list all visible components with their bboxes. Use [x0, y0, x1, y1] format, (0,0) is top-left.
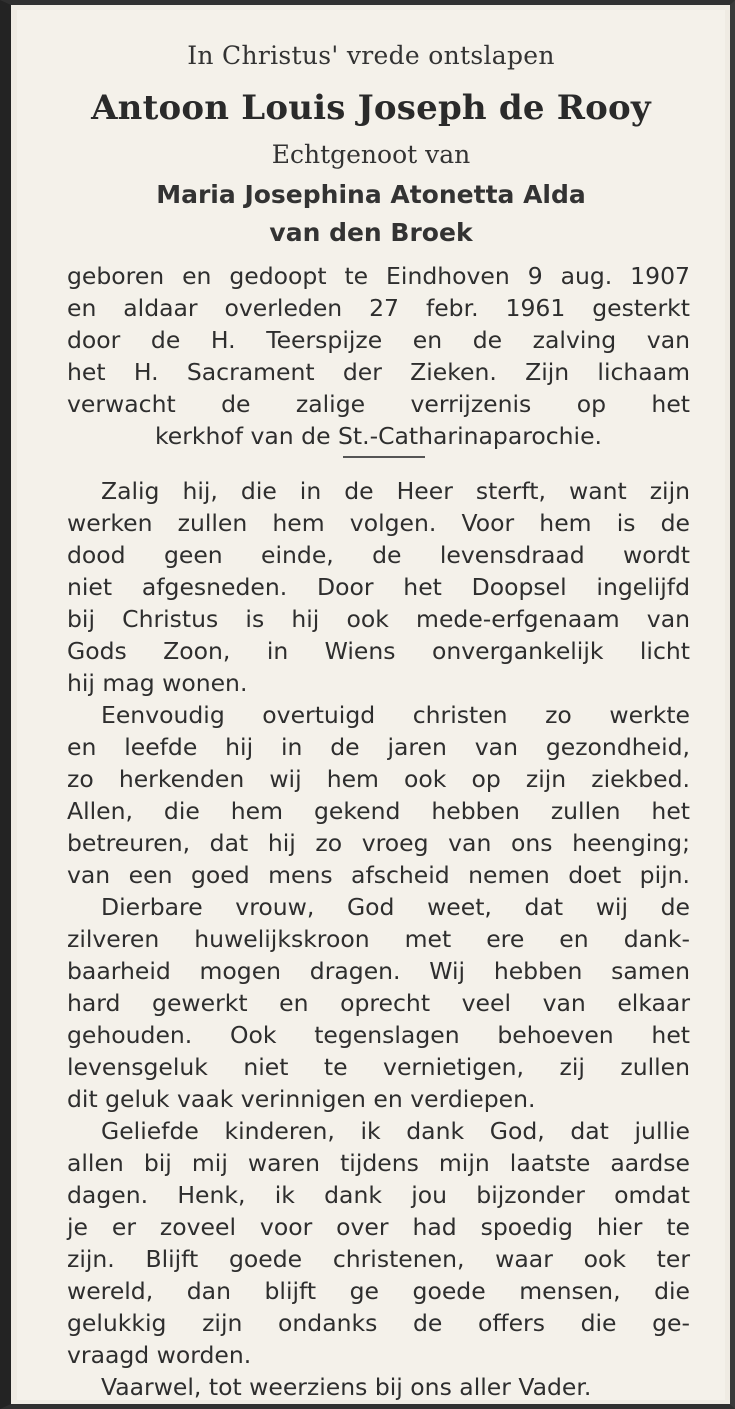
text-line: dagen. Henk, ik dank jou bijzonder omdat: [67, 1181, 690, 1209]
card-paper: [17, 10, 725, 1400]
text-line: Eenvoudig overtuigd christen zo werkte: [101, 701, 690, 729]
motto-heading: In Christus' vrede ontslapen: [187, 41, 555, 70]
text-line: wereld, dan blijft ge goede mensen, die: [67, 1277, 690, 1305]
text-line: zijn. Blijft goede christenen, waar ook ter: [67, 1245, 690, 1273]
text-line: bij Christus is hij ook mede-erfgenaam van: [67, 605, 690, 633]
text-line: Dierbare vrouw, God weet, dat wij de: [101, 893, 690, 921]
spouse-name-line-1: Maria Josephina Atonetta Alda: [156, 180, 586, 209]
text-line: van een goed mens afscheid nemen doet pijn.: [67, 861, 690, 889]
text-line: betreuren, dat hij zo vroeg van ons heenging;: [67, 829, 690, 857]
bio-line: door de H. Teerspijze en de zalving van: [67, 326, 690, 354]
text-line: hard gewerkt en oprecht veel van elkaar: [67, 989, 690, 1017]
text-line: Geliefde kinderen, ik dank God, dat jullie: [101, 1117, 690, 1145]
bio-line: het H. Sacrament der Zieken. Zijn lichaam: [67, 358, 690, 386]
bio-line: verwacht de zalige verrijzenis op het: [67, 390, 690, 418]
bio-line: kerkhof van de St.-Catharinaparochie.: [154, 422, 603, 450]
spouse-label: Echtgenoot van: [271, 140, 471, 169]
text-line: levensgeluk niet te vernietigen, zij zullen: [67, 1053, 690, 1081]
text-line: zo herkenden wij hem ook op zijn ziekbed.: [67, 765, 690, 793]
text-line: Allen, die hem gekend hebben zullen het: [67, 797, 690, 825]
text-line: gelukkig zijn ondanks de offers die ge-: [67, 1309, 690, 1337]
text-line: gehouden. Ook tegenslagen behoeven het: [67, 1021, 690, 1049]
text-line: je er zoveel voor over had spoedig hier te: [67, 1213, 690, 1241]
text-line: dit geluk vaak verinnigen en verdiepen.: [67, 1085, 536, 1113]
text-line: vraagd worden.: [67, 1341, 252, 1369]
text-line: werken zullen hem volgen. Voor hem is de: [67, 509, 690, 537]
closing-line: Vaarwel, tot weerziens bij ons aller Vader.: [101, 1373, 592, 1401]
text-line: dood geen einde, de levensdraad wordt: [67, 541, 690, 569]
text-line: hij mag wonen.: [67, 669, 248, 697]
text-line: allen bij mij waren tijdens mijn laatste aardse: [67, 1149, 690, 1177]
text-line: zilveren huwelijkskroon met ere en dank-: [67, 925, 690, 953]
bio-line: geboren en gedoopt te Eindhoven 9 aug. 1907: [67, 262, 690, 290]
text-line: Zalig hij, die in de Heer sterft, want zijn: [101, 477, 690, 505]
spouse-name-line-2: van den Broek: [269, 218, 473, 247]
text-line: Gods Zoon, in Wiens onvergankelijk licht: [67, 637, 690, 665]
text-line: baarheid mogen dragen. Wij hebben samen: [67, 957, 690, 985]
deceased-name: Antoon Louis Joseph de Rooy: [91, 88, 651, 128]
text-line: en leefde hij in de jaren van gezondheid,: [67, 733, 690, 761]
bio-line: en aldaar overleden 27 febr. 1961 gesterkt: [67, 294, 690, 322]
text-line: niet afgesneden. Door het Doopsel ingelijfd: [67, 573, 690, 601]
divider-rule: [343, 456, 425, 458]
